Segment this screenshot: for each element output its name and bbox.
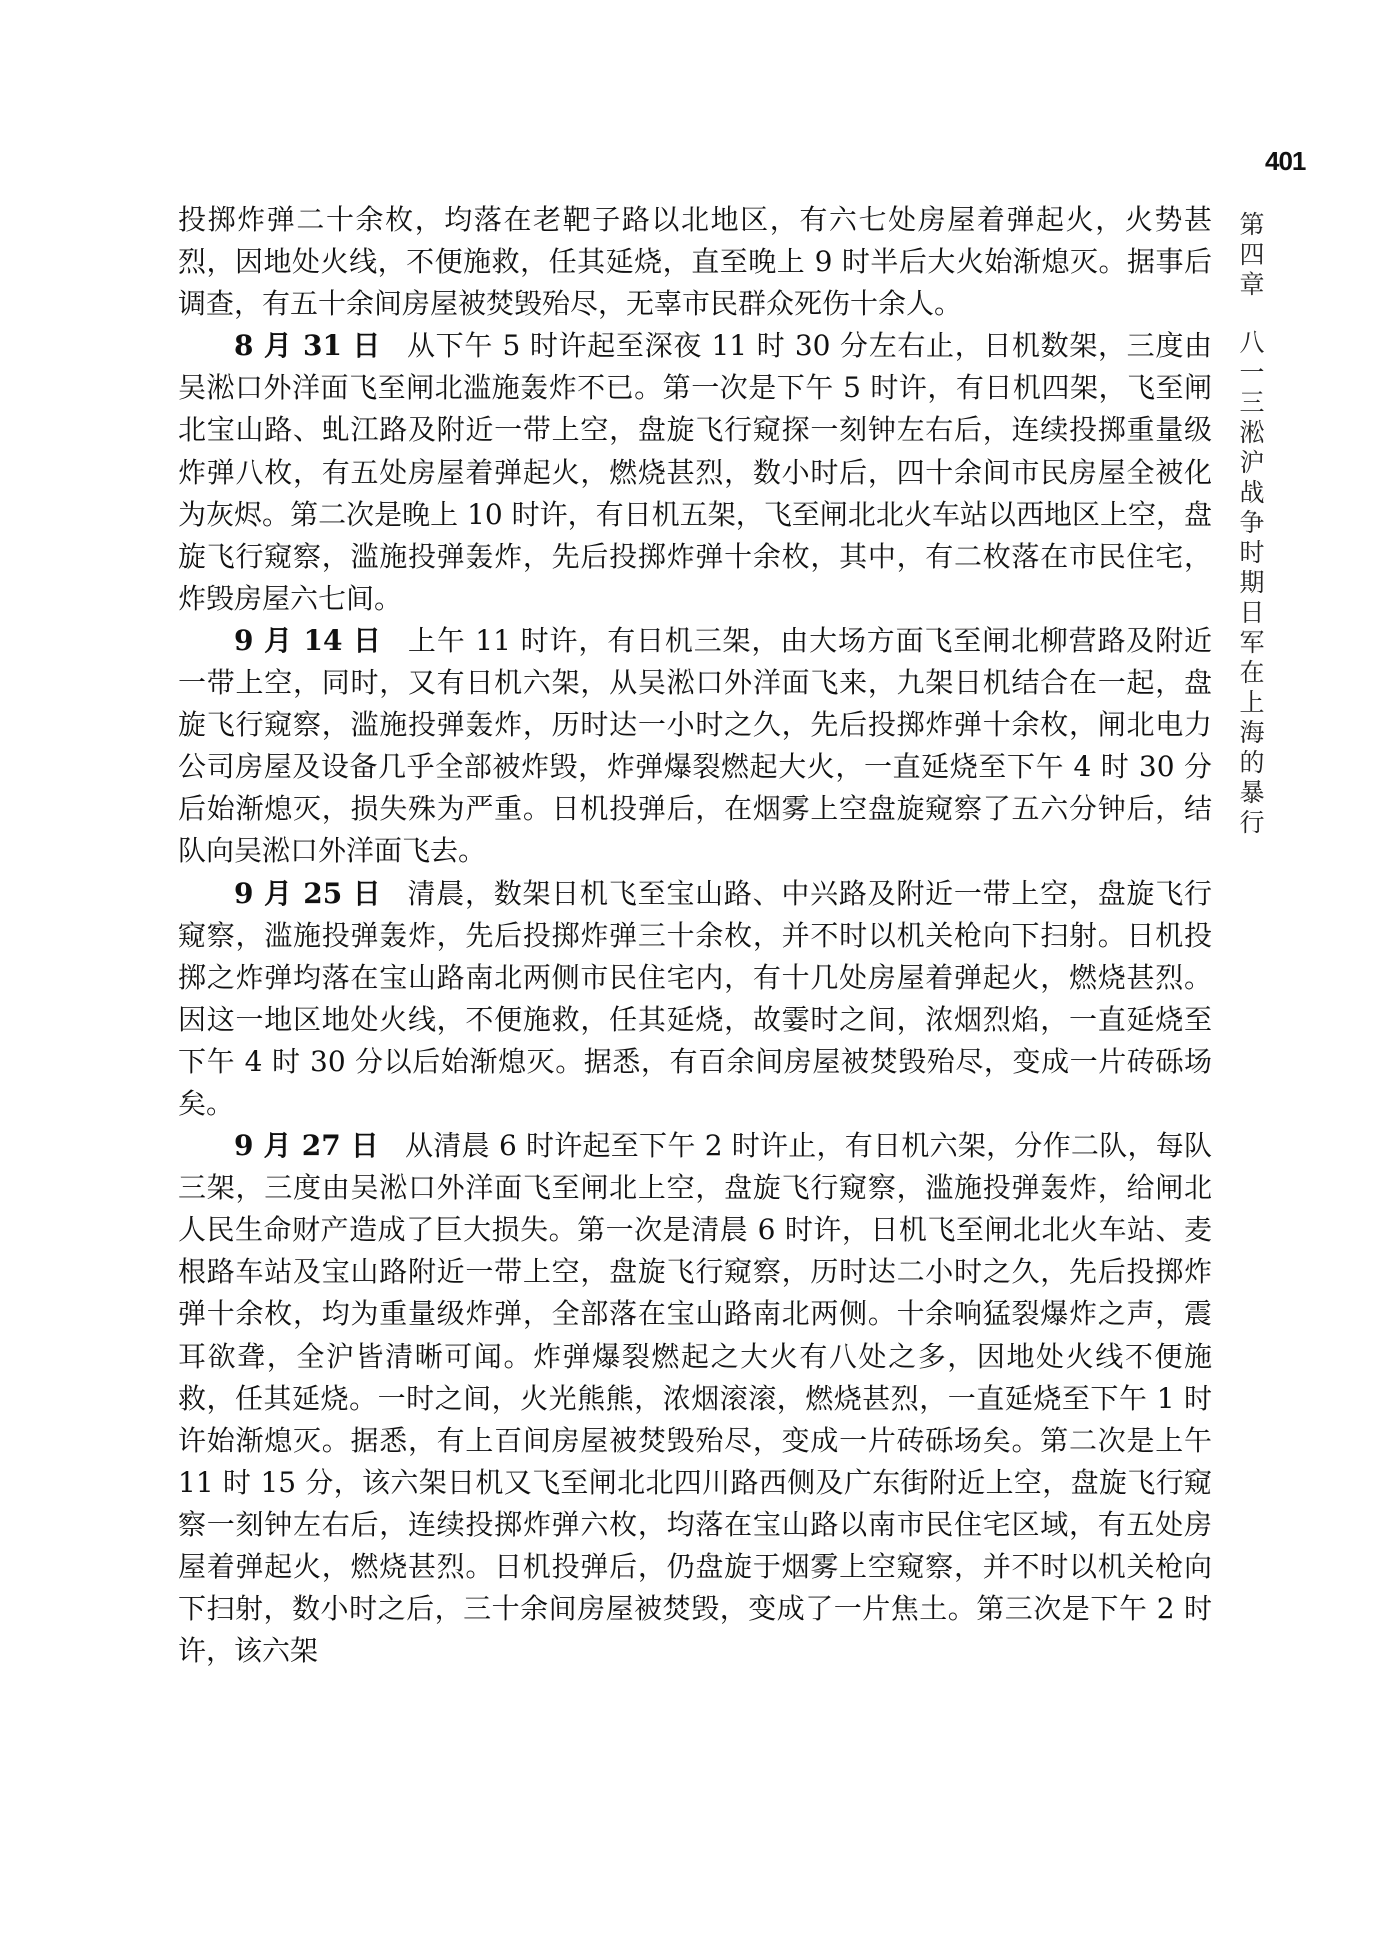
paragraph-text: 清晨，数架日机飞至宝山路、中兴路及附近一带上空，盘旋飞行窥察，滥施投弹轰炸，先后投掷炸弹三十余枚，并不时以机关枪向下扫射。日机投掷之炸弹均落在宝山路南北两侧市民住宅内，有十几处房屋着弹起火，燃烧甚烈。因这一地区地处火线，不便施救，任其延烧，故霎时之间，浓烟烈焰，一直延烧至下午 4 时 30 分以后始渐熄灭。据悉，有百余间房屋被焚毁殆尽，变成一片砖砾场矣。 — [178, 876, 1212, 1120]
paragraph-continuation — [178, 199, 1212, 325]
entry-date: 9 月 14 日 — [234, 623, 382, 657]
paragraph-sep-27 — [178, 1125, 1212, 1672]
running-head-chapter: 第四章 — [1239, 210, 1265, 299]
paragraph-sep-14 — [178, 620, 1212, 873]
paragraph-sep-25 — [178, 873, 1212, 1126]
body-text — [178, 199, 1212, 1899]
running-head — [1232, 210, 1272, 838]
paragraph-text: 从清晨 6 时许起至下午 2 时许止，有日机六架，分作二队，每队三架，三度由吴淞口外洋面飞至闸北上空，盘旋飞行窥察，滥施投弹轰炸，给闸北人民生命财产造成了巨大损失。第一次是清晨 6 时许，日机飞至闸北北火车站、麦根路车站及宝山路附近一带上空，盘旋飞行窥察，历时达二小时之久，先后投掷炸弹十余枚，均为重量级炸弹，全部落在宝山路南北两侧。十余响猛裂爆炸之声，震耳欲聋，全沪皆清晰可闻。炸弹爆裂燃起之大火有八处之多，因地处火线不便施救，任其延烧。一时之间，火光熊熊，浓烟滚滚，燃烧甚烈，一直延烧至下午 1 时许始渐熄灭。据悉，有上百间房屋被焚毁殆尽，变成一片砖砾场矣。第二次是上午 11 时 15 分，该六架日机又飞至闸北北四川路西侧及广东街附近上空，盘旋飞行窥察一刻钟左右后，连续投掷炸弹六枚，均落在宝山路以南市民住宅区域，有五处房屋着弹起火，燃烧甚烈。日机投弹后，仍盘旋于烟雾上空窥察，并不时以机关枪向下扫射，数小时之后，三十余间房屋被焚毁，变成了一片焦土。第三次是下午 2 时许，该六架 — [178, 1129, 1212, 1668]
paragraph-text: 从下午 5 时许起至深夜 11 时 30 分左右止，日机数架，三度由吴淞口外洋面飞至闸北滥施轰炸不已。第一次是下午 5 时许，有日机四架，飞至闸北宝山路、虬江路及附近一带上空，盘旋飞行窥探一刻钟左右后，连续投掷重量级炸弹八枚，有五处房屋着弹起火，燃烧甚烈，数小时后，四十余间市民房屋全被化为灰烬。第二次是晚上 10 时许，有日机五架，飞至闸北北火车站以西地区上空，盘旋飞行窥察，滥施投弹轰炸，先后投掷炸弹十余枚，其中，有二枚落在市民住宅，炸毁房屋六七间。 — [178, 329, 1212, 615]
paragraph-aug-31 — [178, 325, 1212, 620]
entry-date: 8 月 31 日 — [234, 329, 381, 363]
entry-date: 9 月 25 日 — [234, 876, 382, 910]
paragraph-text: 投掷炸弹二十余枚，均落在老靶子路以北地区，有六七处房屋着弹起火，火势甚烈，因地处火线，不便施救，任其延烧，直至晚上 9 时半后大火始渐熄灭。据事后调查，有五十余间房屋被焚毁殆尽，无辜市民群众死伤十余人。 — [178, 203, 1212, 321]
page-number: 401 — [1265, 146, 1306, 176]
entry-date: 9 月 27 日 — [234, 1129, 380, 1163]
paragraph-text: 上午 11 时许，有日机三架，由大场方面飞至闸北柳营路及附近一带上空，同时，又有日机六架，从吴淞口外洋面飞来，九架日机结合在一起，盘旋飞行窥察，滥施投弹轰炸，历时达一小时之久，先后投掷炸弹十余枚，闸北电力公司房屋及设备几乎全部被炸毁，炸弹爆裂燃起大火，一直延烧至下午 4 时 30 分后始渐熄灭，损失殊为严重。日机投弹后，在烟雾上空盘旋窥察了五六分钟后，结队向吴淞口外洋面飞去。 — [178, 623, 1212, 868]
running-head-title: 八一三淞沪战争时期日军在上海的暴行 — [1239, 328, 1265, 837]
